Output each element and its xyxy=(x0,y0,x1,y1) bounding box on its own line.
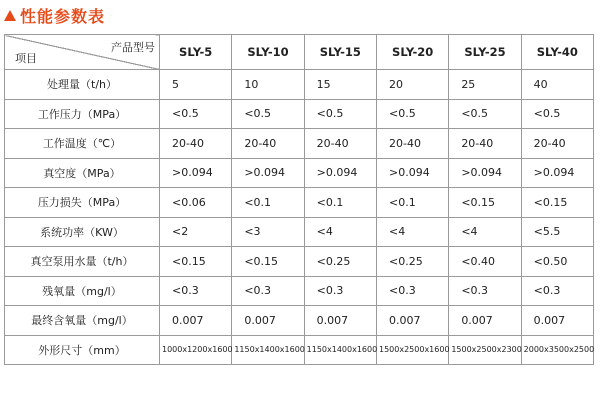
model-header: SLY-5 xyxy=(160,35,232,70)
table-row xyxy=(5,335,594,365)
table-cell: 1150x1400x1600 xyxy=(304,335,376,365)
row-label: 系统功率（KW） xyxy=(5,217,160,247)
table-cell: 40 xyxy=(521,70,593,100)
table-cell: <0.5 xyxy=(304,99,376,129)
table-row xyxy=(5,70,594,100)
row-label: 外形尺寸（mm） xyxy=(5,335,160,365)
table-cell: >0.094 xyxy=(160,158,232,188)
table-cell: >0.094 xyxy=(232,158,304,188)
model-header: SLY-10 xyxy=(232,35,304,70)
table-cell: <0.50 xyxy=(521,247,593,277)
table-cell: 20-40 xyxy=(304,129,376,159)
table-row xyxy=(5,158,594,188)
row-label: 处理量（t/h） xyxy=(5,70,160,100)
header-row xyxy=(5,35,594,70)
table-cell: 0.007 xyxy=(376,306,448,336)
triangle-icon xyxy=(4,10,16,21)
table-cell: 0.007 xyxy=(232,306,304,336)
table-cell: <0.25 xyxy=(304,247,376,277)
table-cell: <0.06 xyxy=(160,188,232,218)
table-cell: <0.15 xyxy=(521,188,593,218)
table-cell: <0.1 xyxy=(304,188,376,218)
title-text: 性能参数表 xyxy=(20,6,106,26)
table-row xyxy=(5,276,594,306)
table-cell: <0.5 xyxy=(449,99,521,129)
table-cell: <0.3 xyxy=(449,276,521,306)
table-cell: 20 xyxy=(376,70,448,100)
table-cell: 0.007 xyxy=(521,306,593,336)
table-cell: 0.007 xyxy=(449,306,521,336)
table-cell: 5 xyxy=(160,70,232,100)
table-cell: <2 xyxy=(160,217,232,247)
table-cell: 20-40 xyxy=(232,129,304,159)
table-cell: <3 xyxy=(232,217,304,247)
table-row xyxy=(5,129,594,159)
model-header: SLY-20 xyxy=(376,35,448,70)
table-cell: <0.15 xyxy=(232,247,304,277)
table-cell: >0.094 xyxy=(449,158,521,188)
row-label: 最终含氧量（mg/l） xyxy=(5,306,160,336)
table-cell: <0.5 xyxy=(232,99,304,129)
corner-model-label: 产品型号 xyxy=(111,41,155,54)
table-cell: 2000x3500x2500 xyxy=(521,335,593,365)
table-cell: <4 xyxy=(376,217,448,247)
table-cell: <0.1 xyxy=(376,188,448,218)
model-header: SLY-15 xyxy=(304,35,376,70)
table-cell: 20-40 xyxy=(160,129,232,159)
row-label: 工作温度（℃） xyxy=(5,129,160,159)
table-cell: 10 xyxy=(232,70,304,100)
table-cell: <0.5 xyxy=(376,99,448,129)
table-row xyxy=(5,247,594,277)
table-row xyxy=(5,99,594,129)
table-cell: <0.1 xyxy=(232,188,304,218)
row-label: 残氧量（mg/l） xyxy=(5,276,160,306)
table-cell: <0.5 xyxy=(521,99,593,129)
table-cell: 20-40 xyxy=(521,129,593,159)
table-cell: 1500x2500x2300 xyxy=(449,335,521,365)
corner-item-label: 项目 xyxy=(15,52,37,65)
table-cell: >0.094 xyxy=(376,158,448,188)
table-cell: >0.094 xyxy=(521,158,593,188)
model-header: SLY-40 xyxy=(521,35,593,70)
table-cell: <0.40 xyxy=(449,247,521,277)
section-title xyxy=(4,3,105,27)
table-cell: <0.15 xyxy=(160,247,232,277)
table-cell: <0.5 xyxy=(160,99,232,129)
table-cell: 1500x2500x1600 xyxy=(376,335,448,365)
table-row xyxy=(5,306,594,336)
table-cell: <4 xyxy=(304,217,376,247)
table-cell: <4 xyxy=(449,217,521,247)
table-cell: <0.3 xyxy=(521,276,593,306)
table-row xyxy=(5,188,594,218)
table-cell: 25 xyxy=(449,70,521,100)
corner-header-cell xyxy=(5,35,160,70)
table-cell: 20-40 xyxy=(449,129,521,159)
table-cell: <0.25 xyxy=(376,247,448,277)
table-cell: 1150x1400x1600 xyxy=(232,335,304,365)
table-cell: >0.094 xyxy=(304,158,376,188)
table-cell: 20-40 xyxy=(376,129,448,159)
table-cell: <0.3 xyxy=(232,276,304,306)
table-cell: <0.3 xyxy=(304,276,376,306)
table-cell: 1000x1200x1600 xyxy=(160,335,232,365)
table-cell: <5.5 xyxy=(521,217,593,247)
table-cell: <0.3 xyxy=(376,276,448,306)
row-label: 真空泵用水量（t/h） xyxy=(5,247,160,277)
row-label: 压力损失（MPa） xyxy=(5,188,160,218)
model-header: SLY-25 xyxy=(449,35,521,70)
table-cell: 0.007 xyxy=(160,306,232,336)
parameter-table xyxy=(4,34,594,365)
table-cell: 15 xyxy=(304,70,376,100)
table-cell: 0.007 xyxy=(304,306,376,336)
table-row xyxy=(5,217,594,247)
row-label: 真空度（MPa） xyxy=(5,158,160,188)
row-label: 工作压力（MPa） xyxy=(5,99,160,129)
table-cell: <0.3 xyxy=(160,276,232,306)
table-cell: <0.15 xyxy=(449,188,521,218)
